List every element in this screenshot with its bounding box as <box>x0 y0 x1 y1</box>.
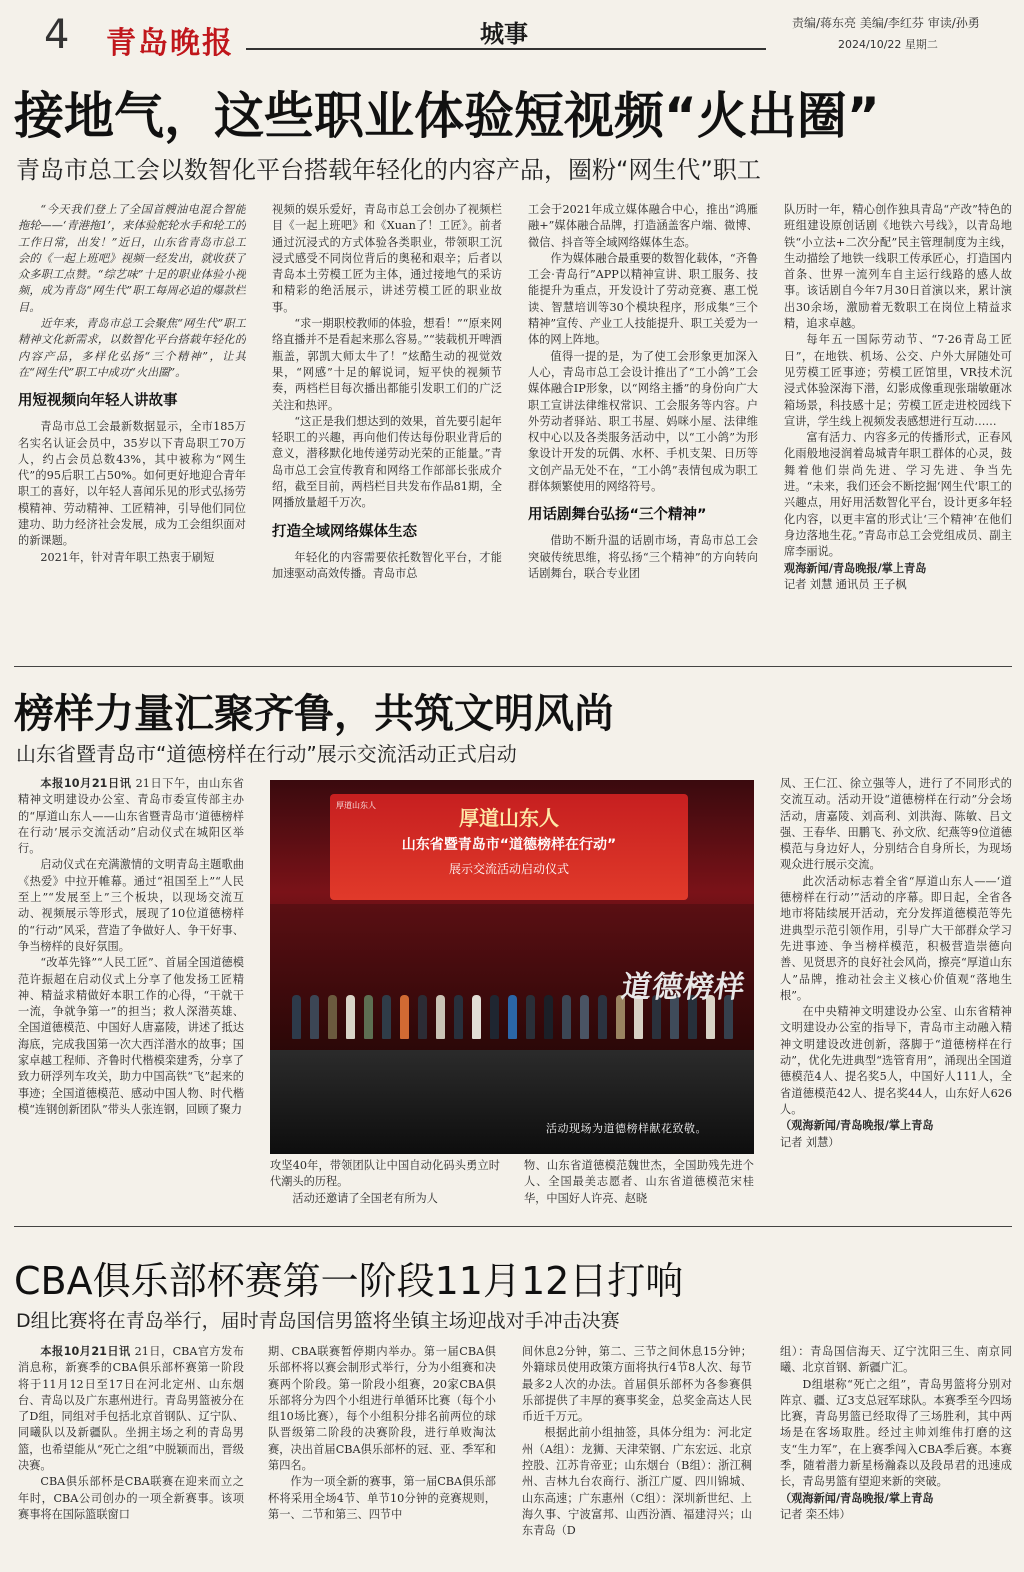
article3-paragraph: 期、CBA联赛暂停期内举办。第一届CBA俱乐部杯将以赛会制形式举行，分为小组赛和决赛两个阶段。第一阶段小组赛，20家CBA俱乐部将分为四个小组进行单循环比赛（每个小组10场比赛），每个小组积分排名前两位的球队晋级第二阶段的决赛阶段，进行单败淘汰赛，决出首届CBA俱乐部杯的冠、亚、季军和第四名。 <box>268 1345 496 1473</box>
article1-subhead-2: 打造全域网络媒体生态 <box>272 523 417 540</box>
article1-paragraph: 2021年，针对青年职工热衷于刷短 <box>40 550 215 564</box>
article2-title: 榜样力量汇聚齐鲁，共筑文明风尚 <box>14 691 614 737</box>
person <box>436 995 445 1039</box>
editors-line: 责编/蒋东亮 美编/李红芬 审读/孙勇 <box>792 16 980 30</box>
article1-column-3 <box>528 202 758 658</box>
article3-credit: （观海新闻/青岛晚报/掌上青岛 <box>780 1491 934 1505</box>
article3-reporter: 记者 栾丕炜） <box>780 1507 851 1521</box>
article3-column-1 <box>18 1344 244 1566</box>
person <box>580 995 589 1039</box>
article3-paragraph: 21日，CBA官方发布消息称，新赛季的CBA俱乐部杯赛第一阶段将于11月12日至17日在河北定州、山东烟台、青岛以及广东惠州进行。青岛男篮被分在了D组，同组对手包括北京首钢队、辽宁队、同曦队以及新疆队。坐拥主场之利的青岛男篮，也希望能从“死亡之组”中脱颖而出，晋级决赛。 <box>18 1345 244 1473</box>
section-title: 城事 <box>480 20 528 48</box>
article2-subtitle: 山东省暨青岛市“道德榜样在行动”展示交流活动正式启动 <box>16 742 517 766</box>
article2-column-1 <box>18 776 244 1214</box>
screen-logo: 厚道山东人 <box>459 806 559 830</box>
article3-paragraph: CBA俱乐部杯是CBA联赛在迎来而立之年时，CBA公司创办的一项全新赛事。该项赛事将在国际篮联窗口 <box>18 1475 244 1521</box>
article2-paragraph: 活动还邀请了全国老有所为人 <box>292 1191 438 1205</box>
article2-dateline: 本报10月21日讯 <box>40 777 132 790</box>
article1-paragraph: 借助不断升温的话剧市场，青岛市总工会突破传统思维，将弘扬“三个精神”的方向转向话剧舞台，联合专业团 <box>528 534 758 580</box>
article1-reporter: 记者 刘慧 通讯员 王子枫 <box>784 577 907 591</box>
person <box>508 995 517 1039</box>
article1-column-4 <box>784 202 1012 658</box>
article3-dateline: 本报10月21日讯 <box>40 1345 131 1358</box>
article1-subhead-1: 用短视频向年轻人讲故事 <box>18 393 178 410</box>
article1-paragraph: “这正是我们想达到的效果，首先要引起年轻职工的兴趣，再向他们传达每份职业背后的意义，潜移默化地传递劳动光荣的正能量。”青岛市总工会宣传教育和网络工作部部长张成介绍，截至目前，两档栏目共发布作品81期，全网播放量超千万次。 <box>272 414 502 510</box>
article1-column-1 <box>18 202 246 658</box>
person <box>328 995 337 1039</box>
person <box>490 995 499 1039</box>
header-rule <box>246 48 766 50</box>
article1-paragraph: 队历时一年，精心创作独具青岛“产改”特色的班组建设原创话剧《地铁六号线》，以青岛地铁“小立法+二次分配”民主管理制度为主线，生动描绘了地铁一线职工传承匠心，打造国内首条、世界一流列车自主运行线路的感人故事。该话剧自今年7月30日首演以来，累计演出30余场，激励着无数职工在岗位上精益求精，追求卓越。 <box>784 203 1012 331</box>
article1-title: 接地气，这些职业体验短视频“火出圈” <box>14 87 880 145</box>
article1-paragraph: 年轻化的内容需要依托数智化平台，才能加速驱动高效传播。青岛市总 <box>272 550 502 580</box>
article1-intro2: 近年来，青岛市总工会聚焦“网生代”职工精神文化新需求，以数智化平台搭载年轻化的内容产品，多样化弘扬“三个精神”，让其在“网生代”职工中成功“火出圈”。 <box>18 317 246 379</box>
article3-paragraph: 根据此前小组抽签，具体分组为：河北定州（A组）：龙狮、天津荣钢、广东宏远、北京控股、江苏肯帝亚；山东烟台（B组）：浙江稠州、吉林九台农商行、浙江广厦、四川锦城、山东高速；广东惠州（C组）：深圳新世纪、上海久事、宁波富邦、山西汾酒、福建浔兴；山东青岛（D <box>522 1426 752 1538</box>
article1-subtitle: 青岛市总工会以数智化平台搭载年轻化的内容产品，圈粉“网生代”职工 <box>16 156 761 184</box>
person <box>562 995 571 1039</box>
article2-reporter: 记者 刘慧） <box>780 1135 840 1149</box>
article2-paragraph: 攻坚40年，带领团队让中国自动化码头勇立时代潮头的历程。 <box>270 1159 500 1189</box>
article1-paragraph: 工会于2021年成立媒体融合中心，推出“鸿雁融+”媒体融合品牌，打造涵盖客户端、微博、微信、抖音等全域网络媒体生态。 <box>528 203 758 249</box>
article1-paragraph: 青岛市总工会最新数据显示，全市185万名实名认证会员中，35岁以下青岛职工70万人，约占会员总数43%，其中被称为“网生代”的95后职工占50%。如何更好地迎合青年职工的喜好，以年轻人喜闻乐见的形式弘扬劳模精神、劳动精神、工匠精神，引导他们同位建功、助力经济社会发展，成为工会组织面对的新课题。 <box>18 420 246 548</box>
article3-paragraph: 作为一项全新的赛事，第一届CBA俱乐部杯将采用全场4节、单节10分钟的竞赛规则，第一、二节和第三、四节中 <box>268 1475 496 1521</box>
section-divider <box>14 666 1012 667</box>
article3-title: CBA俱乐部杯赛第一阶段11月12日打响 <box>14 1259 684 1303</box>
person <box>418 995 427 1039</box>
section-divider <box>14 1226 1012 1227</box>
article1-paragraph: 视频的娱乐爱好，青岛市总工会创办了视频栏目《一起上班吧》和《Xuan了！工匠》。前者通过沉浸式的方式体验各类职业，带领职工沉浸式感受不同岗位背后的奥秘和艰辛；后者以青岛本土劳模工匠为主体，通过接地气的采访和精彩的绝活展示，讲述劳模工匠的职业故事。 <box>272 203 502 314</box>
article1-paragraph: 每年五一国际劳动节、“7·26青岛工匠日”，在地铁、机场、公交、户外大屏随处可见劳模工匠事迹；劳模工匠馆里，VR技术沉浸式体验深海下潜，幻影成像重现张瑞敏砸冰箱场景，科技感十足；劳模工匠走进校园线下宣讲，学生线上视频发表感想进行互动…… <box>784 333 1012 428</box>
person <box>454 995 463 1039</box>
event-photo <box>270 780 754 1154</box>
article3-column-4 <box>780 1344 1012 1566</box>
person <box>472 995 481 1039</box>
article1-paragraph: 作为媒体融合最重要的数智化载体，“齐鲁工会·青岛行”APP以精神宣讲、职工服务、技能提升为重点，开发设计了劳动竞赛、惠工悦读、智慧培训等30个模块程序，形成集“三个精神”宣传、产业工人技能提升、职工关爱为一体的网上阵地。 <box>528 251 758 347</box>
person <box>292 995 301 1039</box>
person <box>364 995 373 1039</box>
article1-intro: “今天我们登上了全国首艘油电混合智能拖轮——‘青港拖1’，来体验舵轮水手和轮工的工作日常，出发！”近日，山东省青岛市总工会的《一起上班吧》视频一经发出，就收获了众多职工点赞。“综艺味”十足的职业体验小视频，成为青岛“网生代”职工每周必追的爆款栏目。 <box>18 203 246 314</box>
article2-paragraph: 凤、王仁江、徐立强等人，进行了不同形式的交流互动。活动开设“道德榜样在行动”分会场活动，唐嘉陵、刘高利、刘洪海、陈敏、吕文强、王春华、田鹏飞、孙文欣、纪燕等9位道德模范与身边好人，分别结合自身所长，为现场观众进行展示交流。 <box>780 777 1012 872</box>
article1-column-2 <box>272 202 502 658</box>
person <box>526 995 535 1039</box>
article3-column-2 <box>268 1344 496 1566</box>
article3-subtitle: D组比赛将在青岛举行，届时青岛国信男篮将坐镇主场迎战对手冲击决赛 <box>16 1310 620 1332</box>
screen-subline: 展示交流活动启动仪式 <box>448 862 569 876</box>
article3-paragraph: 组）：青岛国信海天、辽宁沈阳三生、南京同曦、北京首钢、新疆广汇。 <box>780 1345 1012 1375</box>
issue-date: 2024/10/22 星期二 <box>838 38 938 51</box>
article2-paragraph: “改革先锋”“人民工匠”、首届全国道德模范许振超在启动仪式上分享了他发扬工匠精神、精益求精做好本职工作的心得，“干就干一流，争就争第一”的担当；救人深潜英雄、全国道德模范、中国好人唐嘉陵，讲述了抵达海底，完成我国第一次大西洋潜水的故事；国家卓越工程师、齐鲁时代楷模栾建秀，分享了致力研浮列车攻关，助力中国高铁“飞”起来的事迹；全国道德模范、感动中国人物、时代楷模“连钢创新团队”带头人张连钢，回顾了聚力 <box>18 956 244 1116</box>
article1-paragraph: 值得一提的是，为了使工会形象更加深入人心，青岛市总工会设计推出了“工小鸽”工会媒体融合IP形象，以“网络主播”的身份向广大职工宣讲法律维权常识、工会服务等内容。户外劳动者驿站、职工书屋、妈咪小屋、法律维权中心以及各类服务活动中，以“工小鸽”为形象设计开发的玩偶、水杯、手机支架、日历等文创产品无处不在，“工小鸽”表情包成为职工群体频繁使用的网络符号。 <box>528 349 758 494</box>
article2-paragraph: 在中央精神文明建设办公室、山东省精神文明建设办公室的指导下，青岛市主动融入精神文明建设改进创新，落脚于“道德榜样在行动”，优化先进典型“选管育用”，涌现出全国道德模范4人、提名奖5人，中国好人111人，全省道德模范42人、提名奖44人，山东好人626人。 <box>780 1005 1012 1116</box>
article2-paragraph: 物、山东省道德模范魏世杰，全国助残先进个人、全国最美志愿者、山东省道德模范宋桂华，中国好人许亮、赵晓 <box>524 1159 754 1205</box>
person <box>382 995 391 1039</box>
article3-column-3 <box>522 1344 752 1566</box>
person <box>400 995 409 1039</box>
screen-corner-logo: 厚道山东人 <box>336 801 376 810</box>
page-number: 4 <box>44 12 70 58</box>
person <box>544 995 553 1039</box>
person <box>598 995 607 1039</box>
article1-credit: 观海新闻/青岛晚报/掌上青岛 <box>784 561 927 575</box>
newspaper-logo: 青岛晚报 <box>106 26 234 61</box>
article2-column-3 <box>524 1158 754 1214</box>
article2-paragraph: 此次活动标志着全省“厚道山东人——‘道德榜样在行动’”活动的序幕。即日起，全省各地市将陆续展开活动，充分发挥道德模范等先进典型示范引领作用，引导广大干部群众学习先进事迹、争当榜样模范，积极营造崇德向善、见贤思齐的良好社会风尚，擦亮“厚道山东人”品牌，推动社会主义核心价值观“落地生根”。 <box>780 874 1012 1002</box>
person <box>310 995 319 1039</box>
article3-paragraph: D组堪称“死亡之组”，青岛男篮将分别对阵京、疆、辽3支总冠军球队。本赛季至今四场比赛，青岛男篮已经取得了三场胜利，其中两场是在客场取胜。经过主帅刘维伟打磨的这支“生力军”，在上赛季闯入CBA季后赛。本赛季，随着潜力新星杨瀚森以及段昂君的迅速成长，青岛男篮有望迎来新的突破。 <box>780 1377 1012 1489</box>
article1-paragraph: 富有活力、内容多元的传播形式，正春风化雨般地浸润着岛城青年职工群体的心灵，鼓舞着他们崇尚先进、学习先进、争当先进。“未来，我们还会不断挖掘‘网生代’职工的兴趣点，用好用活数智化平台，设计更多年轻化内容，以更丰富的形式让‘三个精神’在他们身边落地生花。”青岛市总工会党组成员、副主席李丽说。 <box>784 431 1012 559</box>
article1-paragraph: “求一期职校教师的体验，想看！”“原来网络直播并不是看起来那么容易。”“装载机开啤酒瓶盖，郭凯大师太牛了！”炫酷生动的视觉效果，“网感”十足的解说词，短平快的视频节奏，两档栏目每次播出都能引发职工们的广泛关注和热评。 <box>272 317 502 412</box>
screen-headline: 山东省暨青岛市“道德榜样在行动” <box>401 837 617 853</box>
article2-credit: （观海新闻/青岛晚报/掌上青岛 <box>780 1119 934 1133</box>
article1-subhead-3: 用话剧舞台弘扬“三个精神” <box>528 507 707 524</box>
article2-column-4 <box>780 776 1012 1214</box>
stage-floor <box>270 1050 754 1154</box>
stage-banner: 道德榜样 <box>619 970 748 1005</box>
article2-column-2 <box>270 1158 500 1214</box>
article2-paragraph: 21日下午，由山东省精神文明建设办公室、青岛市委宣传部主办的“厚道山东人——山东省暨青岛市‘道德榜样在行动’展示交流活动”启动仪式在城阳区举行。 <box>18 777 244 856</box>
article2-paragraph: 启动仪式在充满激情的文明青岛主题歌曲《热爱》中拉开帷幕。通过“祖国至上”“人民至上”“发展至上”三个板块，以现场交流互动、视频展示等形式，展现了10位道德榜样的“行动”风采，营造了争做好人、争干好事、争当榜样的良好氛围。 <box>18 858 244 953</box>
photo-caption: 活动现场为道德榜样献花致敬。 <box>546 1122 707 1135</box>
article3-paragraph: 间休息2分钟，第二、三节之间休息15分钟；外籍球员使用政策方面将执行4节8人次、每节最多2人次的办法。首届俱乐部杯为各参赛俱乐部提供了丰厚的赛事奖金，总奖金高达人民币近千万元。 <box>522 1345 752 1424</box>
person <box>346 995 355 1039</box>
